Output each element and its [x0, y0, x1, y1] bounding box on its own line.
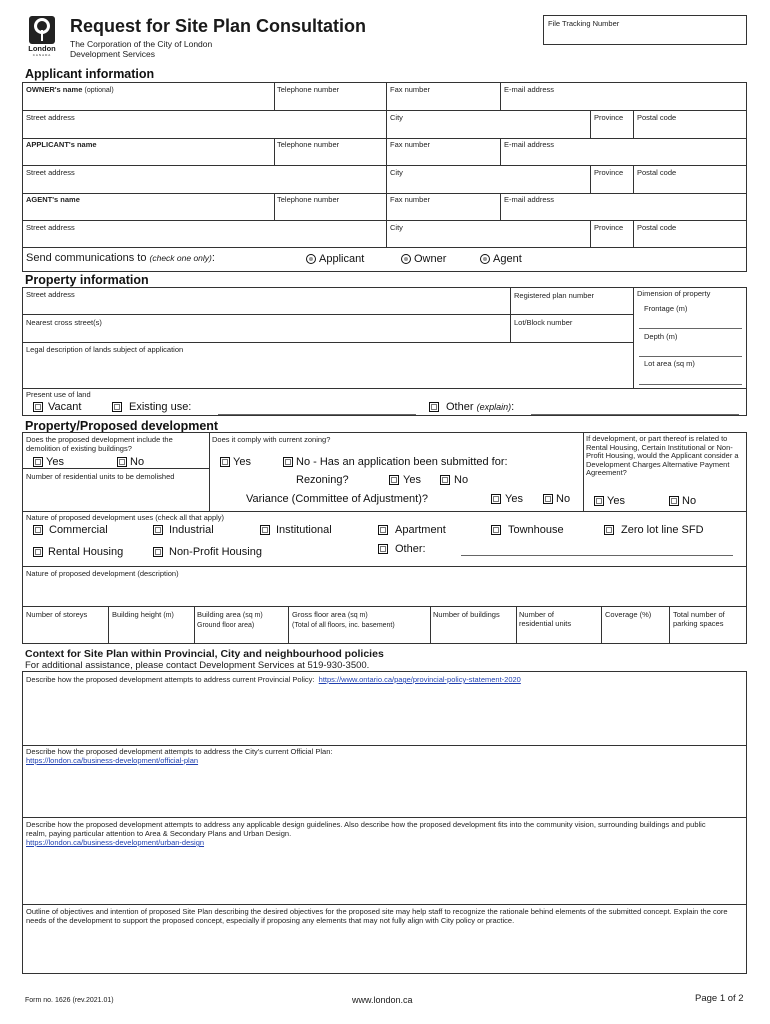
present-use-label: Present use of land	[26, 390, 91, 399]
owner-fax-field[interactable]: Fax number	[390, 85, 431, 94]
checkbox-icon	[440, 475, 450, 485]
use-industrial-checkbox[interactable]: Industrial	[153, 524, 243, 537]
applicant-email-field[interactable]: E-mail address	[504, 140, 555, 149]
charges-question: If development, or part thereof is related to Rental Housing, Certain Institutional or Non-Profit Housing, would the Applicant consider a Development Charges Alternative Payment Agreement?	[586, 434, 739, 477]
charges-no-checkbox[interactable]: No	[669, 495, 714, 508]
depth-field[interactable]: Depth (m)	[644, 332, 678, 341]
owner-telephone-field[interactable]: Telephone number	[277, 85, 340, 94]
org-line-2: Development Services	[70, 49, 156, 59]
tree-logo-icon	[22, 16, 62, 46]
checkbox-icon	[491, 494, 501, 504]
checkbox-icon	[33, 525, 43, 535]
use-rental-checkbox[interactable]: Rental Housing	[33, 546, 143, 559]
charges-yes-checkbox[interactable]: Yes	[594, 495, 639, 508]
development-section	[22, 432, 747, 607]
applicant-section	[22, 82, 747, 272]
checkbox-icon	[153, 525, 163, 535]
demolition-yes-checkbox[interactable]: Yes	[33, 456, 78, 469]
checkbox-icon	[117, 457, 127, 467]
use-apartment-checkbox[interactable]: Apartment	[378, 524, 468, 537]
variance-no-checkbox[interactable]: No	[543, 493, 583, 506]
city-logo	[22, 16, 62, 56]
checkbox-icon	[491, 525, 501, 535]
checkbox-icon	[260, 525, 270, 535]
context-section	[22, 671, 747, 974]
send-owner-radio[interactable]: Owner	[401, 253, 461, 266]
use-nonprofit-checkbox[interactable]: Non-Profit Housing	[153, 546, 283, 559]
page-title: Request for Site Plan Consultation	[70, 16, 367, 36]
file-tracking-label: File Tracking Number	[548, 19, 620, 28]
page-number: Page 1 of 2	[695, 993, 744, 1004]
gross-floor-field[interactable]: Gross floor area (sq m) (Total of all floors, inc. basement)	[292, 610, 395, 629]
other-use-checkbox[interactable]: Other (explain):	[429, 401, 549, 414]
checkbox-icon	[33, 402, 43, 412]
rezoning-no-checkbox[interactable]: No	[440, 474, 485, 487]
use-other-line[interactable]	[461, 555, 733, 556]
assistance-text: For additional assistance, please contact Development Services at 519-930-3500.	[25, 660, 370, 671]
applicant-street-field[interactable]: Street address	[26, 168, 75, 177]
rezoning-yes-checkbox[interactable]: Yes	[389, 474, 434, 487]
site-plan-objectives-field[interactable]: Outline of objectives and intention of proposed Site Plan describing the desired objectives for the proposed site may help staff to recognize the rationale behind elements of the submitted concept. Explain the core needs of the development to support the proposed concept, especially if proposing any elements that may not fully align with City policy or practice.	[26, 907, 728, 925]
use-commercial-checkbox[interactable]: Commercial	[33, 524, 133, 537]
building-area-field[interactable]: Building area (sq m) Ground floor area)	[197, 610, 263, 629]
parking-field[interactable]: Total number of parking spaces	[673, 610, 725, 628]
agent-name-field[interactable]: AGENT's name	[26, 195, 80, 204]
official-plan-link[interactable]: https://london.ca/business-development/official-plan	[26, 756, 199, 765]
rezoning-label: Rezoning?	[296, 474, 349, 486]
agent-telephone-field[interactable]: Telephone number	[277, 195, 340, 204]
checkbox-icon	[220, 457, 230, 467]
existing-use-line[interactable]	[218, 414, 416, 415]
property-street-field[interactable]: Street address	[26, 290, 75, 299]
provincial-policy-link[interactable]: https://www.ontario.ca/page/provincial-policy-statement-2020	[318, 675, 521, 684]
checkbox-icon	[112, 402, 122, 412]
send-applicant-radio[interactable]: Applicant	[306, 253, 386, 266]
applicant-telephone-field[interactable]: Telephone number	[277, 140, 340, 149]
legal-description-field[interactable]: Legal description of lands subject of application	[26, 345, 184, 354]
checkbox-icon	[669, 496, 679, 506]
lot-block-field[interactable]: Lot/Block number	[514, 318, 573, 327]
design-guidelines-field[interactable]: Describe how the proposed development attempts to address any applicable design guidelines. Also describe how the proposed development fits into the community vision, surrounding buildings and public realm, paying particular attention to Area & Secondary Plans and Urban Design. https://london.ca/business-development/urban-design	[26, 820, 706, 847]
vacant-checkbox[interactable]: Vacant	[33, 401, 103, 414]
owner-email-field[interactable]: E-mail address	[504, 85, 555, 94]
send-agent-radio[interactable]: Agent	[480, 253, 540, 266]
property-heading: Property information	[25, 273, 149, 287]
checkbox-icon	[153, 547, 163, 557]
lot-area-field[interactable]: Lot area (sq m)	[644, 359, 695, 368]
agent-city-field[interactable]: City	[390, 223, 403, 232]
agent-postal-field[interactable]: Postal code	[637, 223, 677, 232]
agent-street-field[interactable]: Street address	[26, 223, 75, 232]
agent-email-field[interactable]: E-mail address	[504, 195, 555, 204]
checkbox-icon	[389, 475, 399, 485]
demolition-no-checkbox[interactable]: No	[117, 456, 162, 469]
variance-label: Variance (Committee of Adjustment)?	[246, 493, 428, 505]
owner-name-field[interactable]: OWNER's name (optional)	[26, 85, 114, 94]
storeys-field[interactable]: Number of storeys	[26, 610, 88, 619]
checkbox-icon	[604, 525, 614, 535]
urban-design-link[interactable]: https://london.ca/business-development/urban-design	[26, 838, 205, 847]
zoning-no-checkbox[interactable]: No - Has an application been submitted for:	[283, 456, 553, 469]
applicant-province-field[interactable]: Province	[594, 168, 624, 177]
official-plan-field[interactable]: Describe how the proposed development attempts to address the City's current Official Plan: https://london.ca/business-development/official-plan	[26, 747, 333, 765]
use-townhouse-checkbox[interactable]: Townhouse	[491, 524, 591, 537]
other-use-line[interactable]	[531, 414, 739, 415]
use-institutional-checkbox[interactable]: Institutional	[260, 524, 360, 537]
residential-demolished-field[interactable]: Number of residential units to be demolished	[26, 472, 175, 481]
radio-icon	[401, 254, 411, 264]
num-buildings-field[interactable]: Number of buildings	[433, 610, 500, 619]
zoning-yes-checkbox[interactable]: Yes	[220, 456, 265, 469]
logo-text: London	[28, 44, 56, 53]
checkbox-icon	[429, 402, 439, 412]
checkbox-icon	[594, 496, 604, 506]
property-section	[22, 287, 747, 416]
checkbox-icon	[283, 457, 293, 467]
owner-city-field[interactable]: City	[390, 113, 403, 122]
radio-icon	[306, 254, 316, 264]
stats-row	[22, 606, 747, 644]
org-line-1: The Corporation of the City of London	[70, 39, 213, 49]
checkbox-icon	[33, 457, 43, 467]
checkbox-icon	[543, 494, 553, 504]
owner-postal-field[interactable]: Postal code	[637, 113, 677, 122]
applicant-city-field[interactable]: City	[390, 168, 403, 177]
registered-plan-field[interactable]: Registered plan number	[514, 291, 595, 300]
dimension-label: Dimension of property	[637, 289, 711, 298]
nature-description-field[interactable]: Nature of proposed development (description)	[26, 569, 179, 578]
use-other-checkbox[interactable]: Other:	[378, 543, 448, 556]
demolition-question: Does the proposed development include the demolition of existing buildings?	[26, 435, 173, 453]
development-heading: Property/Proposed development	[25, 419, 219, 433]
existing-use-checkbox[interactable]: Existing use:	[112, 401, 222, 414]
applicant-name-field[interactable]: APPLICANT's name	[26, 140, 97, 149]
agent-province-field[interactable]: Province	[594, 223, 624, 232]
checkbox-icon	[33, 547, 43, 557]
checkbox-icon	[378, 525, 388, 535]
owner-street-field[interactable]: Street address	[26, 113, 75, 122]
zoning-question: Does it comply with current zoning?	[212, 435, 331, 444]
applicant-fax-field[interactable]: Fax number	[390, 140, 431, 149]
owner-province-field[interactable]: Province	[594, 113, 624, 122]
provincial-policy-field[interactable]: Describe how the proposed development attempts to address current Provincial Policy: https://www.ontario.ca/page/provincial-policy-statement-2020	[26, 675, 521, 684]
form-number: Form no. 1626 (rev.2021.01)	[25, 997, 114, 1004]
send-communications-label: Send communications to (check one only):	[26, 252, 215, 264]
cross-street-field[interactable]: Nearest cross street(s)	[26, 318, 102, 327]
frontage-field[interactable]: Frontage (m)	[644, 304, 688, 313]
radio-icon	[480, 254, 490, 264]
variance-yes-checkbox[interactable]: Yes	[491, 493, 536, 506]
building-height-field[interactable]: Building height (m)	[112, 610, 174, 619]
checkbox-icon	[378, 544, 388, 554]
website: www.london.ca	[352, 995, 413, 1005]
applicant-heading: Applicant information	[25, 67, 155, 81]
logo-subtext: CANADA	[32, 53, 52, 57]
applicant-postal-field[interactable]: Postal code	[637, 168, 677, 177]
use-zero-lot-checkbox[interactable]: Zero lot line SFD	[604, 524, 724, 537]
num-units-field[interactable]: Number of residential units	[519, 610, 572, 628]
context-heading: Context for Site Plan within Provincial, City and neighbourhood policies	[25, 648, 384, 660]
file-tracking-box[interactable]	[543, 15, 747, 45]
nature-uses-label: Nature of proposed development uses (check all that apply)	[26, 513, 225, 522]
coverage-field[interactable]: Coverage (%)	[605, 610, 652, 619]
agent-fax-field[interactable]: Fax number	[390, 195, 431, 204]
